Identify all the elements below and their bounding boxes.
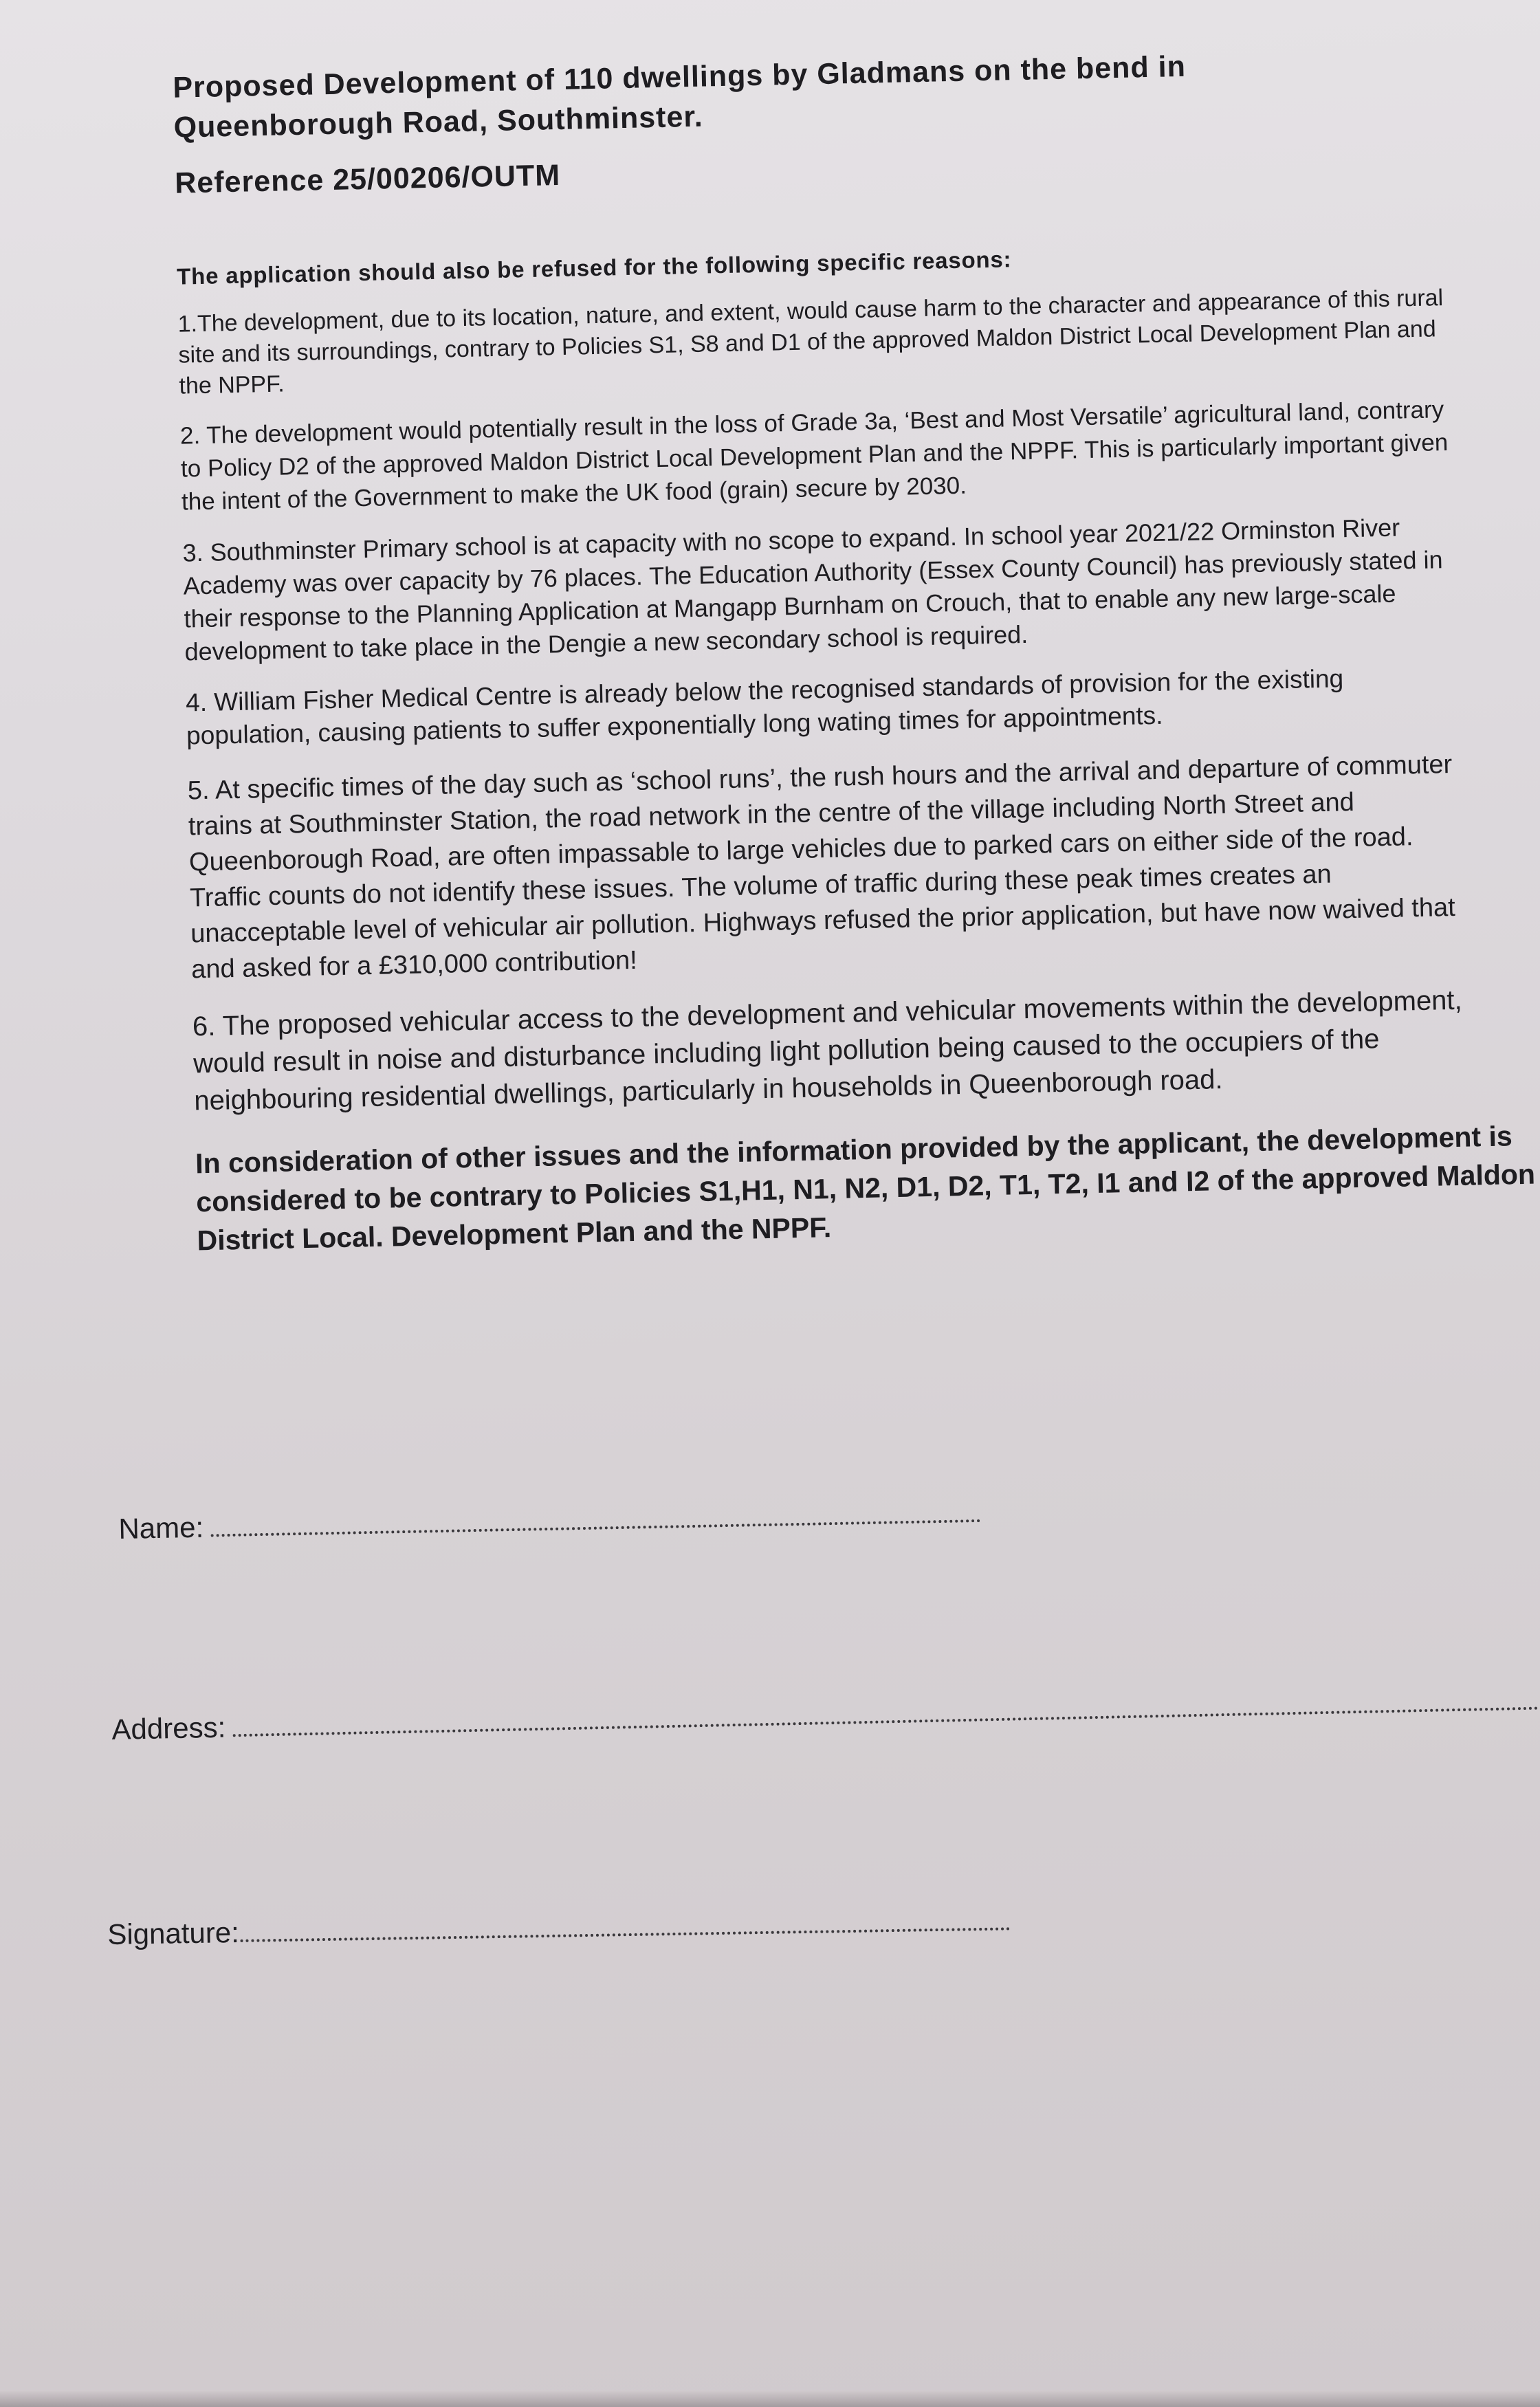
reason-5: 5. At specific times of the day such as ‘school runs’, the rush hours and the arrival and departure of commuter trains at Southminster Station, the road network in the centre of the village including North Street and Queenborough Road, are often impassable to large vehicles due to parked cars on either side of the road. Traffic counts do not identify these issues. The volume of traffic during these peak times creates an unacceptable level of vehicular air pollution. Highways refused the prior application, but have now waived that and asked for a £310,000 contribution! — [187, 749, 1456, 985]
conclusion-statement: In consideration of other issues and the information provided by the applicant, the development is considered to be contrary to Policies S1,H1, N1, N2, D1, D2, T1, T2, I1 and I2 of the approved Maldon District Local. Development Plan and the NPPF. — [195, 1120, 1536, 1257]
reason-6: 6. The proposed vehicular access to the development and vehicular movements within the development, would result in noise and disturbance including light pollution being caused to the occupiers of the neighbouring residential dwellings, particularly in households in Queenborough road. — [192, 985, 1463, 1117]
reason-3: 3. Southminster Primary school is at capacity with no scope to expand. In school year 2021/22 Orminston River Academy was over capacity by 76 places. The Education Authority (Essex County Council) has previously stated in their response to the Planning Application at Mangapp Burnham on Crouch, that to enable any new large-scale development to take place in the Dengie a new secondary school is required. — [182, 513, 1443, 666]
address-dotted-line[interactable] — [232, 1707, 1539, 1737]
reasons-intro: The application should also be refused for the following specific reasons: — [176, 246, 1012, 289]
reason-2: 2. The development would potentially result in the loss of Grade 3a, ‘Best and Most Versatile’ agricultural land, contrary to Policy D2 of the approved Maldon District Local Development Plan and the NPPF. This is particularly important given the intent of the Government to make the UK food (grain) secure by 2030. — [179, 396, 1449, 516]
name-label: Name: — [118, 1510, 204, 1545]
address-label: Address: — [111, 1711, 226, 1746]
reference-number: Reference 25/00206/OUTM — [174, 158, 561, 200]
name-dotted-line[interactable] — [210, 1519, 980, 1537]
document-body — [131, 12, 1536, 1260]
name-field[interactable] — [118, 1496, 980, 1546]
signature-dotted-line[interactable] — [241, 1927, 1011, 1942]
paper-bottom-edge — [0, 2390, 1540, 2407]
reason-4: 4. William Fisher Medical Centre is already below the recognised standards of provision for the existing population, causing patients to suffer exponentially long wating times for appointments. — [185, 664, 1344, 750]
signature-field[interactable] — [107, 1904, 1011, 1951]
reason-1: 1.The development, due to its location, nature, and extent, would cause harm to the character and appearance of this rural site and its surroundings, contrary to Policies S1, S8 and D1 of the approved Maldon District Local Development Plan and the NPPF. — [177, 285, 1444, 399]
signature-label: Signature: — [107, 1915, 240, 1950]
document-title: Proposed Development of 110 dwellings by Gladmans on the bend in Queenborough Road, Southminster. — [172, 50, 1187, 144]
address-field[interactable] — [111, 1684, 1539, 1746]
